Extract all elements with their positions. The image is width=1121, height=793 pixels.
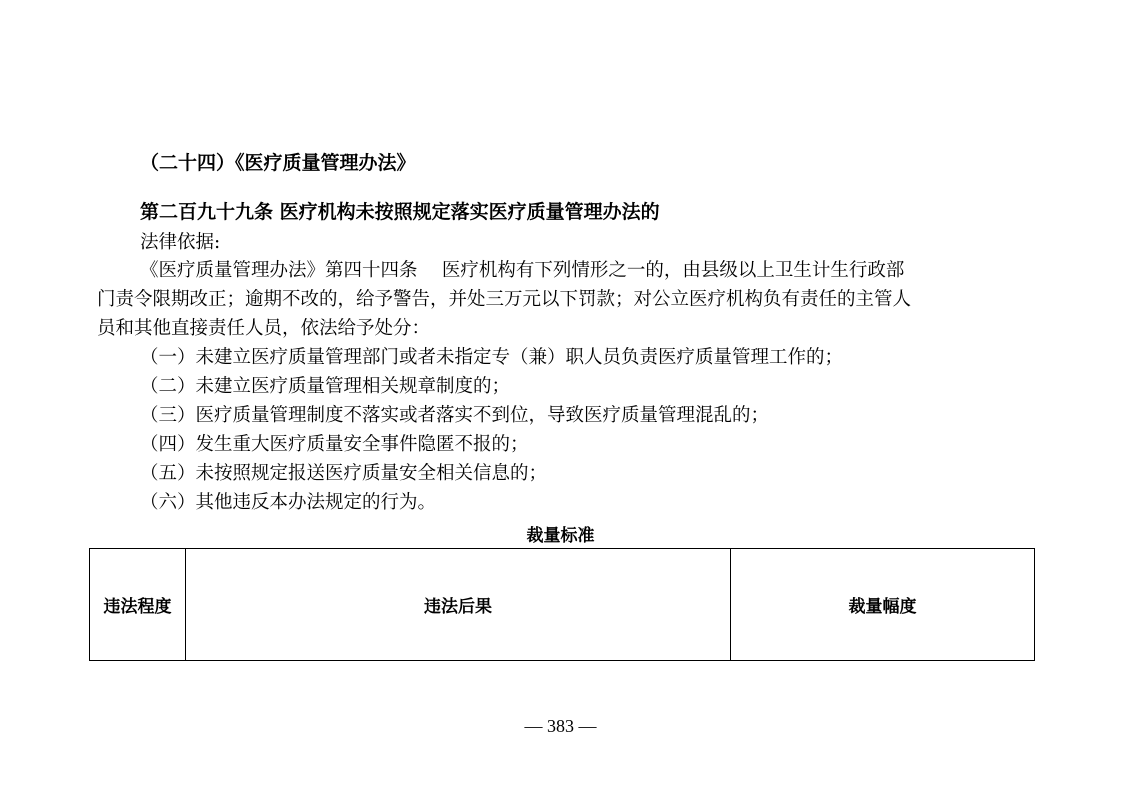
list-item: （六）其他违反本办法规定的行为。 [140, 492, 437, 513]
column-header-violation-degree: 违法程度 [90, 549, 186, 661]
list-item: （三）医疗质量管理制度不落实或者落实不到位，导致医疗质量管理混乱的； [140, 405, 770, 426]
list-item: （四）发生重大医疗质量安全事件隐匿不报的； [140, 434, 529, 455]
discretion-standard-table [89, 548, 1035, 661]
list-item: （一）未建立医疗质量管理部门或者未指定专（兼）职人员负责医疗质量管理工作的； [140, 347, 844, 368]
paragraph-line: 《医疗质量管理办法》第四十四条 医疗机构有下列情形之一的，由县级以上卫生计生行政部 [140, 260, 905, 281]
article-title: 第二百九十九条 医疗机构未按照规定落实医疗质量管理办法的 [140, 201, 660, 223]
list-item: （五）未按照规定报送医疗质量安全相关信息的； [140, 463, 548, 484]
paragraph-line: 员和其他直接责任人员，依法给予处分： [97, 318, 431, 339]
column-header-violation-consequence: 违法后果 [186, 549, 731, 661]
table-header-row [90, 549, 1035, 661]
table-caption: 裁量标准 [526, 526, 595, 546]
list-item: （二）未建立医疗质量管理相关规章制度的； [140, 376, 511, 397]
legal-basis-label: 法律依据: [140, 232, 221, 253]
page-number: — 383 — [524, 716, 597, 736]
paragraph-line: 门责令限期改正；逾期不改的，给予警告，并处三万元以下罚款；对公立医疗机构负有责任的主管人 [97, 289, 912, 310]
column-header-discretion-range: 裁量幅度 [731, 549, 1035, 661]
section-heading: （二十四）《医疗质量管理办法》 [140, 152, 416, 174]
